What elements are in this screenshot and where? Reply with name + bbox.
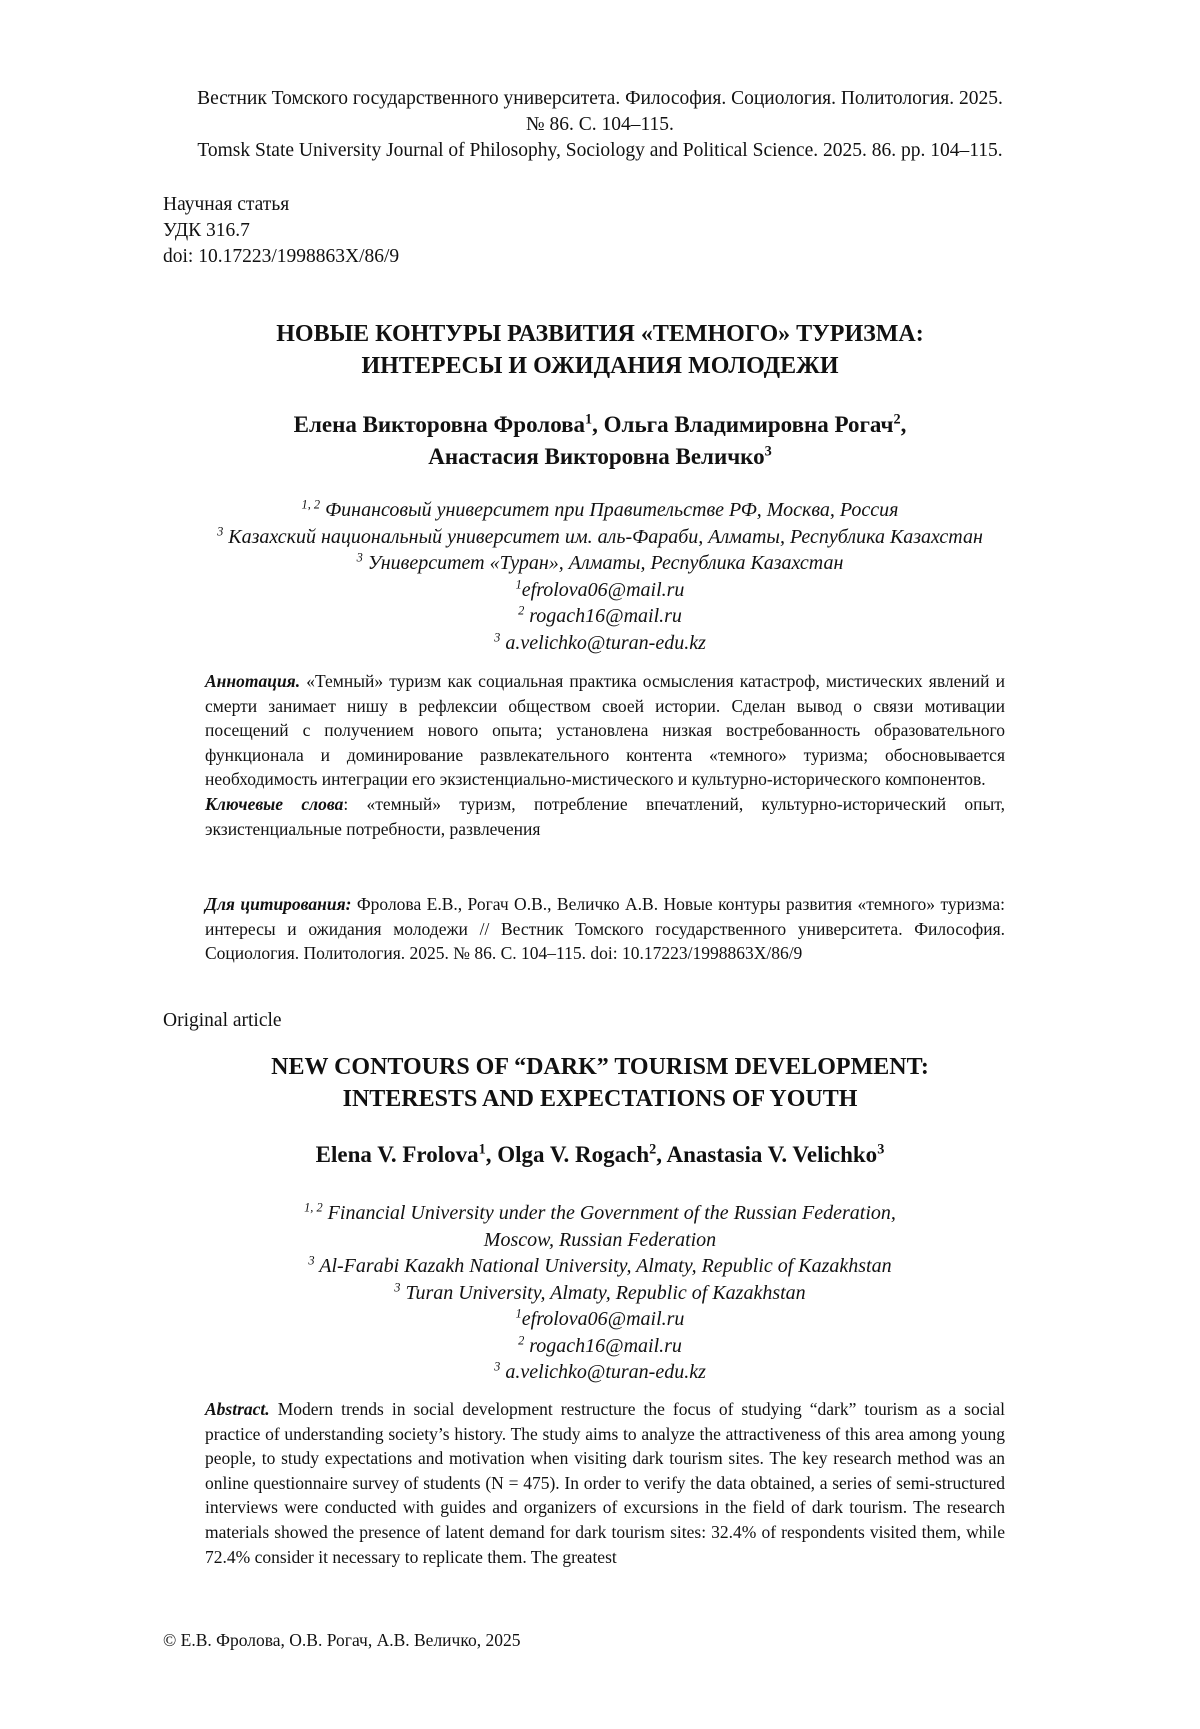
udc-code: УДК 316.7 [163, 220, 250, 241]
citation-ru-text: Фролова Е.В., Рогач О.В., Величко А.В. Новые контуры развития «темного» туризма: интересы и ожидания молодежи // Вестник Томского государственного университета. Философия. Социология. Политология. 2025. № 86. С. 104–115. doi: 10.17223/1998863X/86/9 [205, 894, 1006, 964]
author-en-3-sup: 3 [877, 1141, 885, 1158]
affil-ru-2: Казахский национальный университет им. аль-Фараби, Алматы, Республика Казахстан [228, 525, 983, 548]
affil-en-3-sup: 3 [394, 1279, 401, 1294]
journal-title-en: Tomsk State University Journal of Philosophy, Sociology and Political Science. 2025. 86. pp. 104–115. [197, 140, 1003, 161]
email-en-3-sup: 3 [494, 1359, 501, 1374]
abstract-ru-text: «Темный» туризм как социальная практика осмысления катастроф, мистических явлений и смерти занимает нишу в рефлексии обществом своей истории. Сделан вывод о связи мотивации посещений с получением нового опыта; установлена низкая востребованность образовательного функционала и доминирование развлекательного контента «темного» туризма; обосновывается необходимость интеграции его экзистенциально-мистического и культурно-исторического компонентов. [205, 671, 1006, 790]
affil-ru-2-sup: 3 [217, 523, 224, 538]
affil-ru-3-sup: 3 [356, 550, 363, 565]
email-ru-3[interactable]: a.velichko@turan-edu.kz [505, 631, 706, 654]
affiliations-ru [120, 497, 1080, 656]
affil-en-2-sup: 3 [308, 1253, 315, 1268]
journal-header [160, 86, 1040, 164]
author-en-1-sup: 1 [478, 1141, 486, 1158]
author-ru-1: Елена Викторовна Фролова [293, 412, 586, 437]
title-en [120, 1051, 1080, 1115]
affil-ru-1: Финансовый университет при Правительстве РФ, Москва, Россия [325, 499, 899, 521]
author-ru-3: Анастасия Викторовна Величко [428, 444, 765, 469]
article-meta [163, 192, 399, 270]
article-type-ru: Научная статья [163, 194, 290, 215]
abstract-ru-label: Аннотация. [205, 671, 301, 691]
keywords-ru-text: : «темный» туризм, потребление впечатлений, культурно-исторический опыт, экзистенциальные потребности, развлечения [205, 793, 1005, 839]
affiliations-en [120, 1200, 1080, 1386]
email-en-2[interactable]: rogach16@mail.ru [529, 1334, 682, 1357]
author-ru-3-sup: 3 [764, 443, 772, 460]
title-en-line2: INTERESTS AND EXPECTATIONS OF YOUTH [342, 1086, 858, 1112]
email-ru-1-sup: 1 [515, 576, 522, 591]
affil-en-1-sup: 1, 2 [304, 1200, 323, 1215]
citation-ru-label: Для цитирования: [205, 894, 352, 914]
author-ru-2-sup: 2 [893, 411, 901, 428]
affil-en-2: Al-Farabi Kazakh National University, Almaty, Republic of Kazakhstan [319, 1255, 892, 1277]
author-en-2-sup: 2 [649, 1141, 657, 1158]
authors-en: Elena V. Frolova$^1$, Olga V. Rogach$^2$, Anastasia V. Velichko$^3$ [315, 1141, 885, 1167]
journal-issue-ru: № 86. С. 104–115. [526, 114, 674, 135]
email-ru-1[interactable]: efrolova06@mail.ru [521, 578, 685, 601]
keywords-ru-label: Ключевые слова [205, 793, 344, 814]
title-ru-line1: НОВЫЕ КОНТУРЫ РАЗВИТИЯ «ТЕМНОГО» ТУРИЗМА: [276, 321, 924, 347]
abstract-en-label: Abstract. [205, 1399, 270, 1419]
email-en-3[interactable]: a.velichko@turan-edu.kz [505, 1361, 706, 1383]
email-en-2-sup: 2 [518, 1332, 525, 1347]
title-ru [120, 318, 1080, 382]
author-en-3: Anastasia V. Velichko [666, 1142, 878, 1167]
affil-ru-3: Университет «Туран», Алматы, Республика Казахстан [367, 552, 844, 574]
author-ru-2: Ольга Владимировна Рогач [603, 412, 894, 437]
abstract-ru [205, 669, 1005, 841]
article-type-en: Original article [163, 1010, 282, 1031]
email-en-1-sup: 1 [515, 1306, 522, 1321]
affil-en-1b: Moscow, Russian Federation [483, 1228, 717, 1251]
abstract-en-text: Modern trends in social development restructure the focus of studying “dark” tourism as a social practice of understanding society’s history. The study aims to analyze the attractiveness of this area among young people, to study expectations and motivation when visiting dark tourism sites. The key research method was an online questionnaire survey of students (N = 475). In order to verify the data obtained, a series of semi-structured interviews were conducted with guides and organizers of excursions in the field of dark tourism. The research materials showed the presence of latent demand for dark tourism sites: 32.4% of respondents visited them, while 72.4% consider it necessary to replicate them. The greatest [205, 1399, 1006, 1567]
title-ru-line2: ИНТЕРЕСЫ И ОЖИДАНИЯ МОЛОДЕЖИ [361, 353, 839, 379]
title-en-line1: NEW CONTOURS OF “DARK” TOURISM DEVELOPMENT: [271, 1054, 929, 1080]
copyright: © Е.В. Фролова, О.В. Рогач, А.В. Величко, 2025 [163, 1630, 521, 1650]
email-en-1[interactable]: efrolova06@mail.ru [521, 1308, 685, 1330]
affil-en-3: Turan University, Almaty, Republic of Kazakhstan [405, 1281, 806, 1304]
affil-en-1a: Financial University under the Government of the Russian Federation, [327, 1202, 896, 1224]
affil-ru-1-sup: 1, 2 [301, 497, 321, 512]
journal-title-ru: Вестник Томского государственного университета. Философия. Социология. Политология. 2025. [197, 88, 1003, 109]
doi: doi: 10.17223/1998863X/86/9 [163, 246, 400, 267]
citation-ru [205, 892, 1005, 966]
author-en-2: Olga V. Rogach [497, 1142, 650, 1167]
email-ru-2[interactable]: rogach16@mail.ru [529, 605, 682, 627]
author-ru-1-sup: 1 [585, 411, 593, 428]
authors-ru: Елена Викторовна Фролова$^1$, Ольга Владимировна Рогач$^2$, Анастасия Викторовна Величко$^3$ [293, 411, 907, 469]
email-ru-3-sup: 3 [494, 629, 501, 644]
abstract-en [205, 1397, 1005, 1569]
author-en-1: Elena V. Frolova [315, 1142, 479, 1167]
email-ru-2-sup: 2 [518, 603, 525, 618]
